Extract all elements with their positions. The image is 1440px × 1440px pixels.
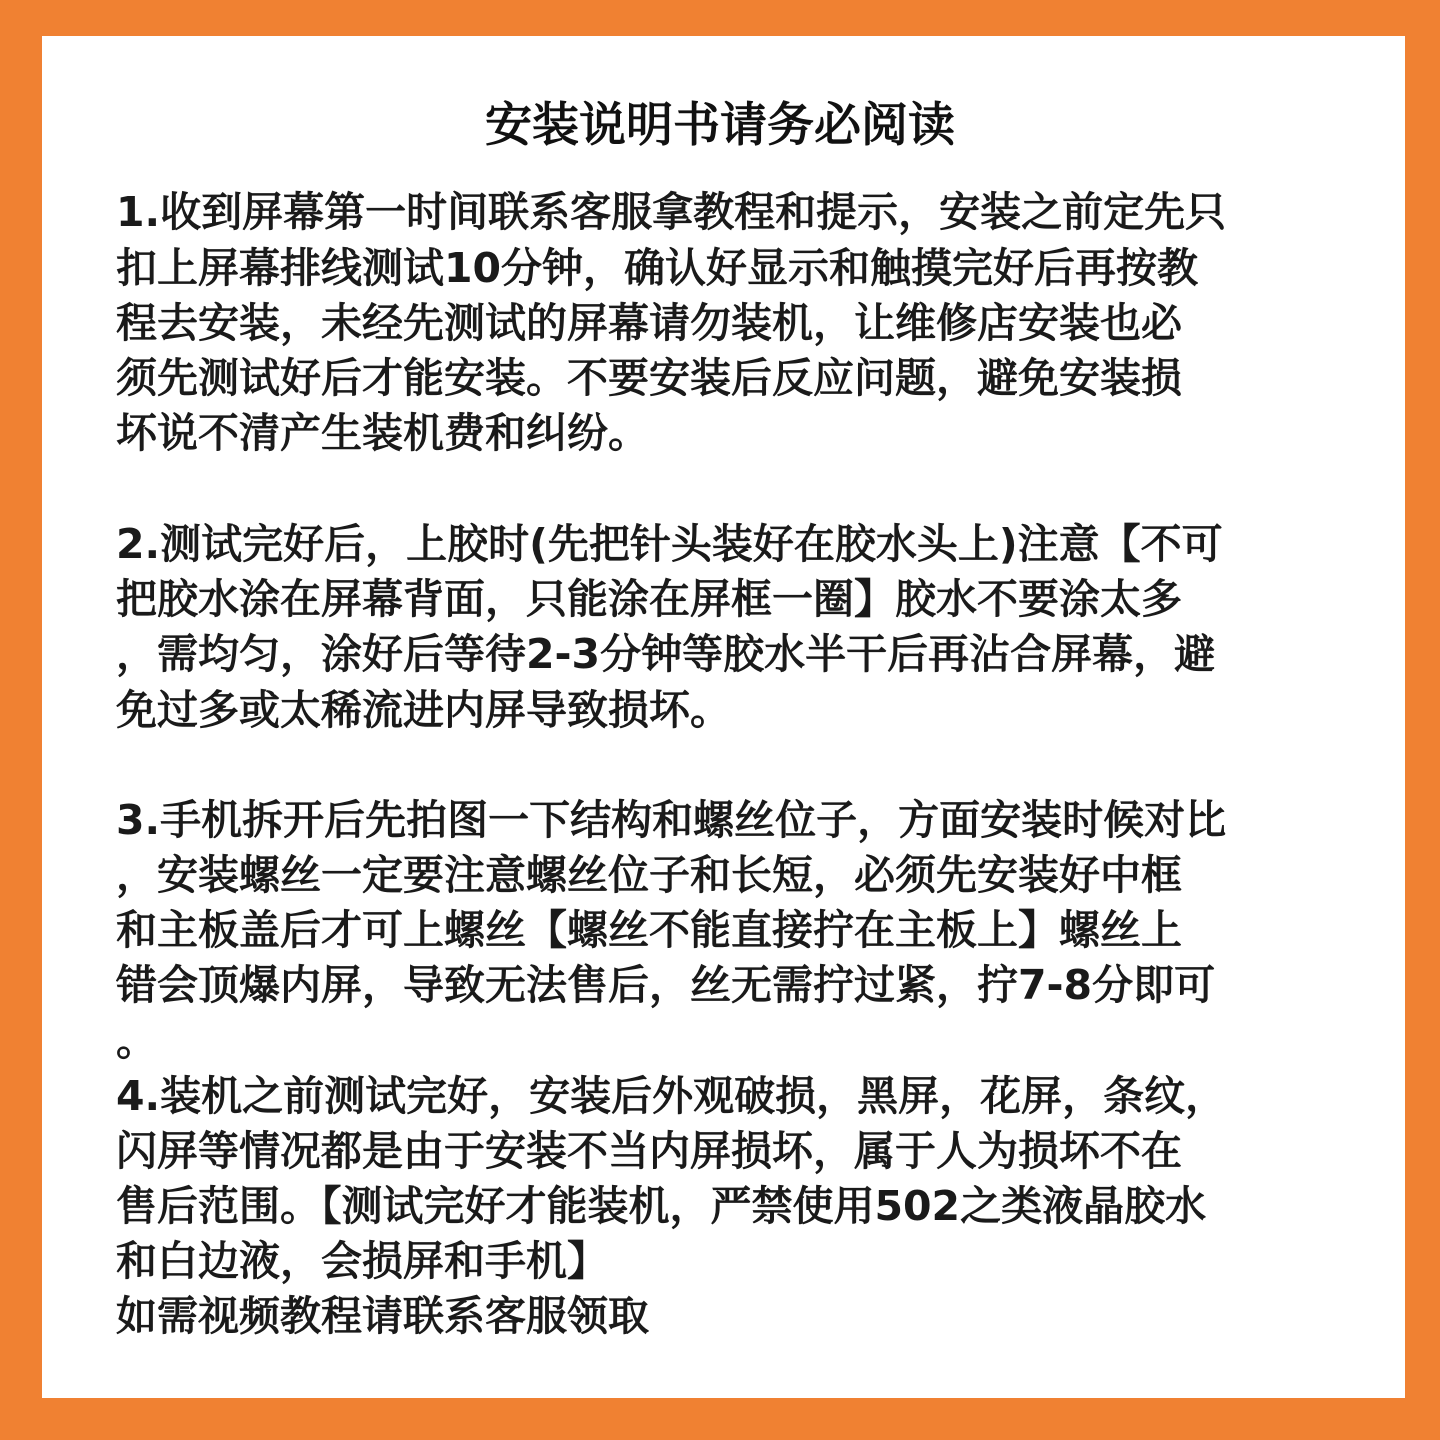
text-line: 2.测试完好后，上胶时(先把针头装好在胶水头上)注意【不可 [116,520,1223,568]
text-line: 坏说不清产生装机费和纠纷。 [116,409,649,457]
text-line: 闪屏等情况都是由于安装不当内屏损坏，属于人为损坏不在 [116,1127,1182,1175]
page-title: 安装说明书请务必阅读 [485,98,955,153]
text-line: 3.手机拆开后先拍图一下结构和螺丝位子，方面安装时候对比 [116,796,1227,844]
text-line: 和白边液，会损屏和手机】 [116,1237,608,1285]
text-line: 扣上屏幕排线测试10分钟，确认好显示和触摸完好后再按教 [116,244,1199,292]
text-line: 错会顶爆内屏，导致无法售后，丝无需拧过紧，拧7-8分即可 [116,961,1216,1009]
text-line: 把胶水涂在屏幕背面，只能涂在屏框一圈】胶水不要涂太多 [116,575,1182,623]
text-line: ，安装螺丝一定要注意螺丝位子和长短，必须先安装好中框 [116,851,1182,899]
text-line: 须先测试好后才能安装。不要安装后反应问题，避免安装损 [116,354,1182,402]
text-line: 如需视频教程请联系客服领取 [116,1292,649,1340]
text-line: 和主板盖后才可上螺丝【螺丝不能直接拧在主板上】螺丝上 [116,906,1182,954]
text-line: ，需均匀，涂好后等待2-3分钟等胶水半干后再沾合屏幕，避 [116,630,1216,678]
text-line: 售后范围。【测试完好才能装机，严禁使用502之类液晶胶水 [116,1182,1207,1230]
text-line: 免过多或太稀流进内屏导致损坏。 [116,686,731,734]
text-line: 程去安装，未经先测试的屏幕请勿装机，让维修店安装也必 [116,299,1182,347]
text-line: 4.装机之前测试完好，安装后外观破损，黑屏，花屏，条纹， [116,1072,1227,1120]
text-line: 1.收到屏幕第一时间联系客服拿教程和提示，安装之前定先只 [116,188,1227,236]
text-line: 。 [116,1017,157,1065]
